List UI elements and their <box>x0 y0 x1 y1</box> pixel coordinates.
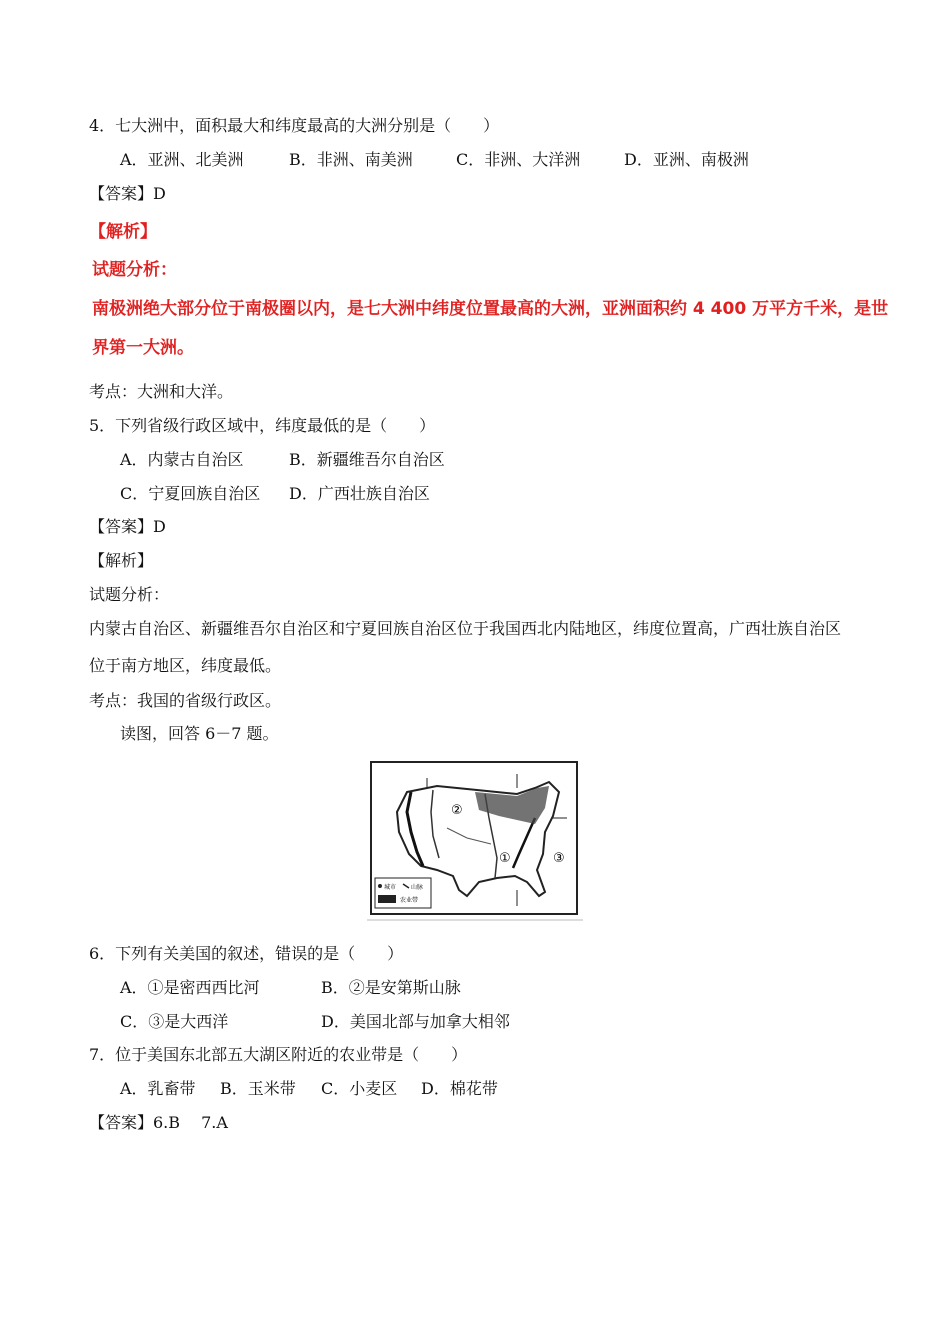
legend-belt-label: 农业带 <box>400 897 419 904</box>
q6-option-a: A．①是密西西比河 <box>120 978 260 997</box>
q6-option-c: C．③是大西洋 <box>120 1012 229 1031</box>
legend-city-label: 城市 <box>384 884 397 891</box>
q4-analysis-head: 【解析】 <box>89 222 157 242</box>
legend-mountain-label: 山脉 <box>411 884 424 891</box>
q4-answer: 【答案】D <box>89 184 166 203</box>
q4-option-d: D．亚洲、南极洲 <box>624 150 749 169</box>
q5-stem: 5．下列省级行政区域中，纬度最低的是（ ） <box>89 416 436 435</box>
usa-map-figure <box>367 758 583 922</box>
q4-option-c: C．非洲、大洋洲 <box>456 150 581 169</box>
q4-option-a: A．亚洲、北美洲 <box>120 150 244 169</box>
map-intro: 读图，回答 6－7 题。 <box>120 724 279 743</box>
q4-stem: 4．七大洲中，面积最大和纬度最高的大洲分别是（ ） <box>89 116 500 135</box>
q5-answer: 【答案】D <box>89 517 166 536</box>
q5-option-a: A．内蒙古自治区 <box>120 450 244 469</box>
usa-map-svg <box>367 758 583 922</box>
q6-stem: 6．下列有关美国的叙述，错误的是（ ） <box>89 944 404 963</box>
q4-option-b: B．非洲、南美洲 <box>289 150 413 169</box>
q7-option-c: C．小麦区 <box>321 1079 398 1098</box>
legend-city-icon <box>378 884 382 888</box>
q4-analysis-line1: 南极洲绝大部分位于南极圈以内，是七大洲中纬度位置最高的大洲，亚洲面积约 4 400 万平方千米，是世 <box>92 299 889 319</box>
q4-point: 考点：大洲和大洋。 <box>89 382 234 401</box>
q6-option-d: D．美国北部与加拿大相邻 <box>321 1012 510 1031</box>
q5-analysis-line2: 位于南方地区，纬度最低。 <box>89 656 282 675</box>
q5-option-d: D．广西壮族自治区 <box>289 484 430 503</box>
q7-option-d: D．棉花带 <box>421 1079 498 1098</box>
map-label-1: ① <box>499 851 511 866</box>
q6-q7-answer: 【答案】6.B 7.A <box>89 1113 228 1132</box>
q4-analysis-line2: 界第一大洲。 <box>92 338 194 358</box>
q5-analysis-sub: 试题分析： <box>89 585 170 604</box>
map-label-2: ② <box>451 803 463 818</box>
q4-analysis-sub: 试题分析： <box>92 260 177 280</box>
q5-point: 考点：我国的省级行政区。 <box>89 691 282 710</box>
legend-belt-icon <box>378 895 396 903</box>
q5-option-b: B．新疆维吾尔自治区 <box>289 450 445 469</box>
q7-stem: 7．位于美国东北部五大湖区附近的农业带是（ ） <box>89 1045 468 1064</box>
map-label-3: ③ <box>553 851 565 866</box>
q5-analysis-line1: 内蒙古自治区、新疆维吾尔自治区和宁夏回族自治区位于我国西北内陆地区，纬度位置高，广西壮族自治区 <box>89 619 842 638</box>
q6-option-b: B．②是安第斯山脉 <box>321 978 461 997</box>
q7-option-a: A．乳畜带 <box>120 1079 196 1098</box>
q5-analysis-head: 【解析】 <box>89 551 154 570</box>
q7-option-b: B．玉米带 <box>220 1079 296 1098</box>
q5-option-c: C．宁夏回族自治区 <box>120 484 261 503</box>
